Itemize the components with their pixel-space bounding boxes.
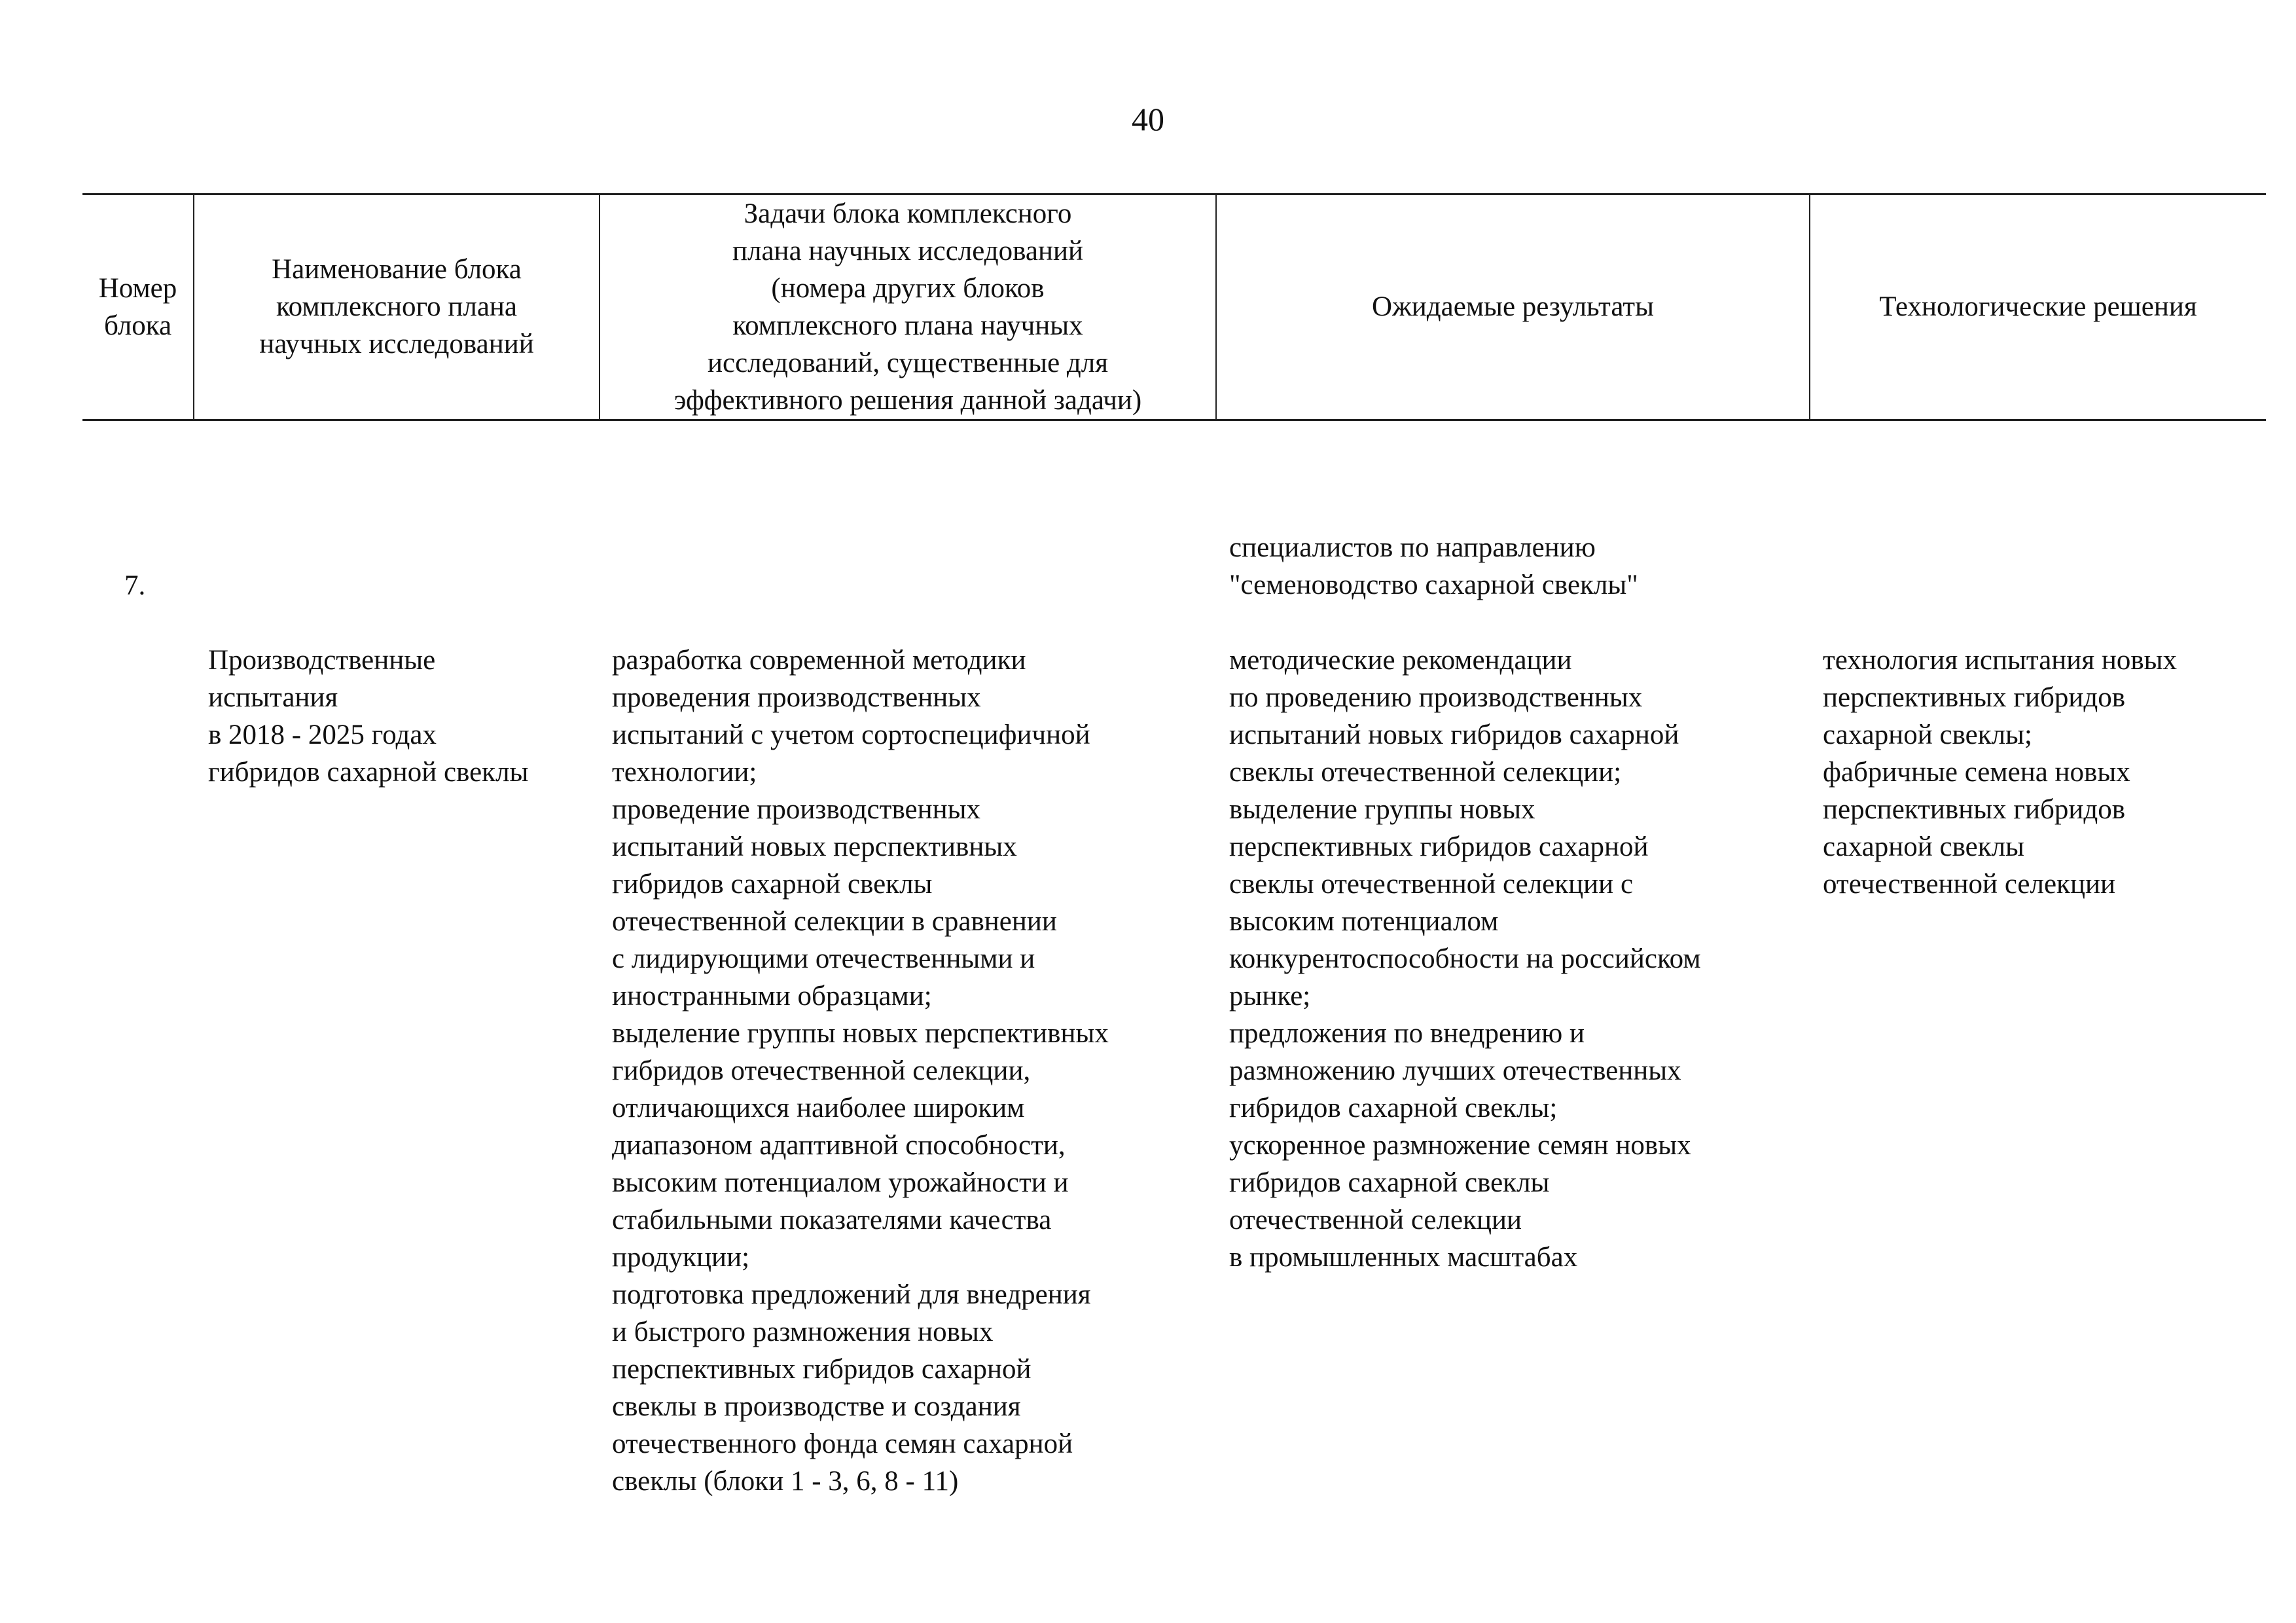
text-line: подготовка предложений для внедрения xyxy=(612,1279,1091,1310)
text-line: гибридов сахарной свеклы; xyxy=(1229,1093,1558,1123)
text-line: отечественной селекции xyxy=(1823,869,2115,900)
text-line: Наименование блока xyxy=(272,254,522,285)
row-block-number: 7. xyxy=(124,570,146,601)
text-line: и быстрого размножения новых xyxy=(612,1317,994,1347)
text-line: исследований, существенные для xyxy=(707,347,1109,378)
text-line: диапазоном адаптивной способности, xyxy=(612,1130,1066,1161)
text-line: сахарной свеклы xyxy=(1823,831,2024,862)
header-block-name xyxy=(194,194,599,420)
row-expected-results xyxy=(1229,567,1701,1351)
text-line: свеклы отечественной селекции с xyxy=(1229,869,1634,900)
text-line: технологии; xyxy=(612,757,757,788)
text-line: технология испытания новых xyxy=(1823,645,2178,676)
text-line: Задачи блока комплексного xyxy=(744,198,1072,229)
header-technological-solutions xyxy=(1810,194,2266,420)
text-line: испытаний новых гибридов сахарной xyxy=(1229,720,1679,750)
text-line: разработка современной методики xyxy=(612,645,1026,676)
text-line: свеклы в производстве и создания xyxy=(612,1391,1021,1422)
text-line: эффективного решения данной задачи) xyxy=(673,384,1142,416)
text-line: гибридов сахарной свеклы xyxy=(1229,1167,1550,1198)
page-number: 40 xyxy=(1132,101,1164,137)
text-line: размножению лучших отечественных xyxy=(1229,1055,1681,1086)
text-line: блока xyxy=(103,310,172,341)
text-line: научных исследований xyxy=(259,329,534,359)
text-line: перспективных гибридов сахарной xyxy=(1229,831,1649,862)
text-line: конкурентоспособности на российском xyxy=(1229,943,1701,974)
text-line: отечественной селекции в сравнении xyxy=(612,906,1057,937)
text-line: (номера других блоков xyxy=(771,272,1045,304)
text-line: Номер xyxy=(98,272,177,304)
header-block-number xyxy=(82,194,193,420)
text-line: испытаний с учетом сортоспецифичной xyxy=(612,720,1090,750)
text-line: предложения по внедрению и xyxy=(1229,1018,1585,1049)
text-line: перспективных гибридов сахарной xyxy=(612,1354,1031,1385)
text-line: высоким потенциалом урожайности и xyxy=(612,1167,1069,1198)
text-line: гибридов сахарной свеклы xyxy=(208,757,529,788)
text-line: с лидирующими отечественными и xyxy=(612,943,1035,974)
text-line: по проведению производственных xyxy=(1229,682,1643,713)
text-line: ускоренное размножение семян новых xyxy=(1229,1130,1691,1161)
text-line: отличающихся наиболее широким xyxy=(612,1093,1025,1123)
text-line: методические рекомендации xyxy=(1229,645,1572,676)
text-line: перспективных гибридов xyxy=(1823,682,2126,713)
text-line: специалистов по направлению xyxy=(1229,532,1596,563)
text-line: Производственные xyxy=(208,645,436,676)
text-line: стабильными показателями качества xyxy=(612,1205,1052,1235)
text-line: проведение производственных xyxy=(612,794,980,825)
text-line: "семеноводство сахарной свеклы" xyxy=(1229,570,1638,600)
text-line: Технологические решения xyxy=(1879,291,2197,322)
text-line: в промышленных масштабах xyxy=(1229,1242,1578,1273)
text-line: испытаний новых перспективных xyxy=(612,831,1017,862)
row-block-tasks xyxy=(612,567,1109,1575)
text-line: Ожидаемые результаты xyxy=(1372,291,1654,322)
text-line: в 2018 - 2025 годах xyxy=(208,720,437,750)
text-line: плана научных исследований xyxy=(732,235,1083,266)
text-line: гибридов отечественной селекции, xyxy=(612,1055,1031,1086)
text-line: проведения производственных xyxy=(612,682,981,713)
row-technological-solutions xyxy=(1823,567,2177,977)
text-line: свеклы (блоки 1 - 3, 6, 8 - 11) xyxy=(612,1466,959,1497)
text-line: перспективных гибридов xyxy=(1823,794,2126,825)
text-line: рынке; xyxy=(1229,981,1311,1012)
text-line: свеклы отечественной селекции; xyxy=(1229,757,1622,788)
text-line: испытания xyxy=(208,682,338,713)
text-line: отечественной селекции xyxy=(1229,1205,1522,1235)
header-block-tasks xyxy=(600,194,1215,420)
text-line: иностранными образцами; xyxy=(612,981,932,1012)
text-line: выделение группы новых xyxy=(1229,794,1535,825)
text-line: фабричные семена новых xyxy=(1823,757,2130,788)
text-line: высоким потенциалом xyxy=(1229,906,1499,937)
text-line: сахарной свеклы; xyxy=(1823,720,2032,750)
text-line: отечественного фонда семян сахарной xyxy=(612,1429,1073,1459)
header-expected-results xyxy=(1217,194,1809,420)
text-line: комплексного плана xyxy=(276,291,518,322)
text-line: гибридов сахарной свеклы xyxy=(612,869,933,900)
row-block-name xyxy=(208,567,528,866)
text-line: комплексного плана научных xyxy=(732,310,1083,341)
text-line: продукции; xyxy=(612,1242,750,1273)
text-line: выделение группы новых перспективных xyxy=(612,1018,1109,1049)
